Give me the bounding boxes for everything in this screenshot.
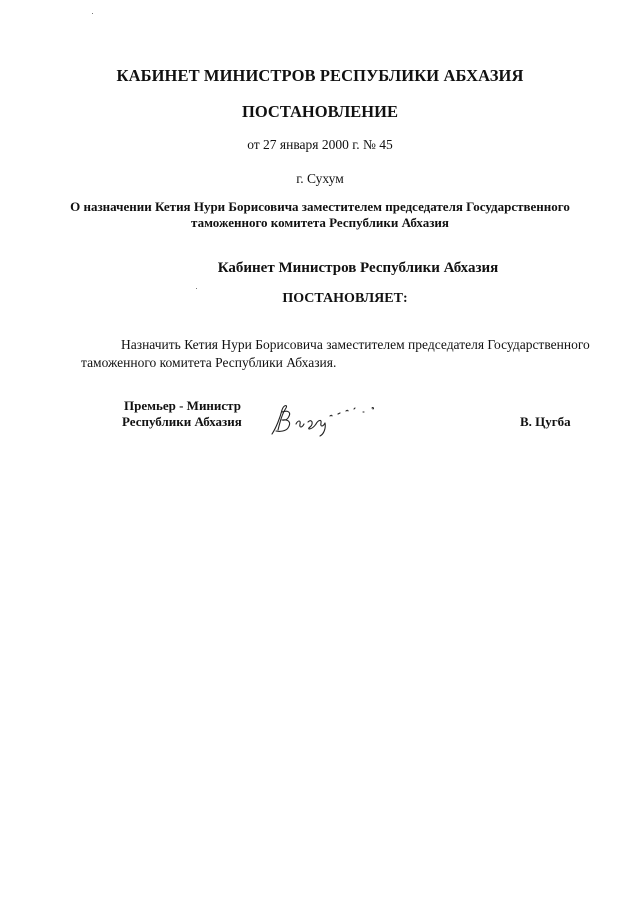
document-type-heading: ПОСТАНОВЛЕНИЕ <box>242 102 398 121</box>
scan-speck <box>92 13 93 14</box>
organization-header: КАБИНЕТ МИНИСТРОВ РЕСПУБЛИКИ АБХАЗИЯ <box>116 66 524 85</box>
document-city: г. Сухум <box>296 171 344 186</box>
handwritten-signature <box>268 400 380 440</box>
signer-title-line-1: Премьер - Министр <box>124 398 241 413</box>
subject-line-2: таможенного комитета Республики Абхазия <box>191 215 449 230</box>
decree-verb: ПОСТАНОВЛЯЕТ: <box>282 291 408 306</box>
scan-speck <box>196 288 197 289</box>
document-date-number: от 27 января 2000 г. № 45 <box>247 137 393 152</box>
enacting-authority: Кабинет Министров Республики Абхазия <box>217 260 499 276</box>
signer-title-line-2: Республики Абхазия <box>122 414 242 429</box>
body-text-line-1: Назначить Кетия Нури Борисовича заместителем председателя Государственного <box>121 337 590 352</box>
signer-name: В. Цугба <box>520 414 571 429</box>
body-text-line-2: таможенного комитета Республики Абхазия. <box>81 355 337 370</box>
subject-line-1: О назначении Кетия Нури Борисовича заместителем председателя Государственного <box>70 199 570 214</box>
